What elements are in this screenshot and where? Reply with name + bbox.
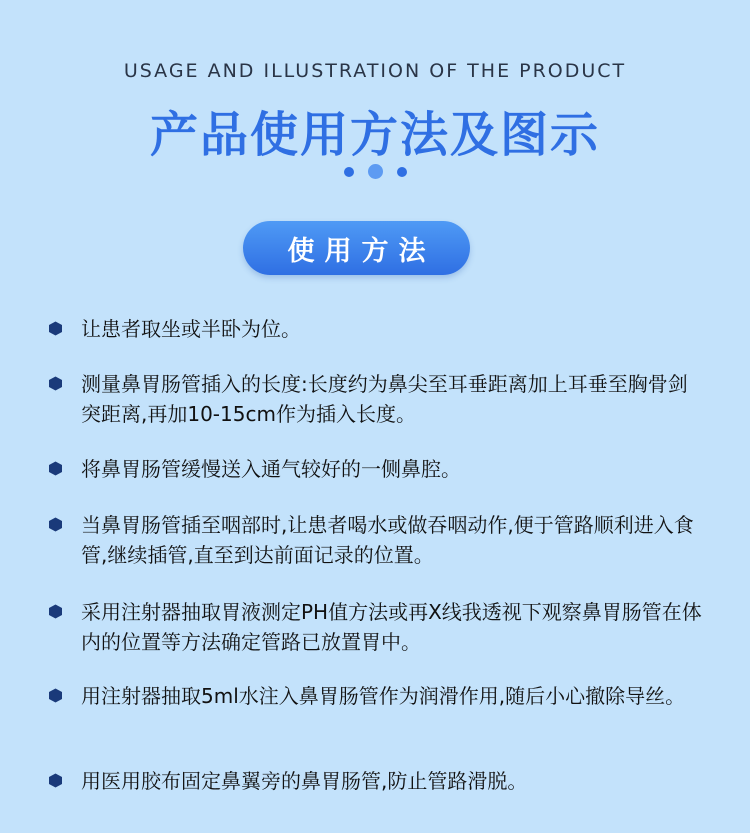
- dot-icon: [397, 167, 407, 177]
- hexagon-bullet-icon: [48, 461, 63, 476]
- hexagon-bullet-icon: [48, 604, 63, 619]
- section-heading-pill: 使用方法: [243, 221, 470, 275]
- list-item: [48, 510, 708, 570]
- list-item: [48, 597, 708, 657]
- step-text: 用医用胶布固定鼻翼旁的鼻胃肠管,防止管路滑脱。: [81, 769, 528, 793]
- page-title: 产品使用方法及图示: [149, 107, 600, 163]
- dot-icon: [344, 167, 354, 177]
- hexagon-bullet-icon: [48, 321, 63, 336]
- step-text: 当鼻胃肠管插至咽部时,让患者喝水或做吞咽动作,便于管路顺利进入食管,继续插管,直至到达前面记录的位置。: [81, 513, 694, 567]
- step-text: 测量鼻胃肠管插入的长度:长度约为鼻尖至耳垂距离加上耳垂至胸骨剑突距离,再加10-15cm作为插入长度。: [81, 372, 688, 426]
- step-text: 用注射器抽取5ml水注入鼻胃肠管作为润滑作用,随后小心撤除导丝。: [81, 684, 686, 708]
- step-text: 将鼻胃肠管缓慢送入通气较好的一侧鼻腔。: [81, 457, 461, 481]
- list-item: [48, 454, 708, 484]
- list-item: [48, 681, 708, 711]
- hexagon-bullet-icon: [48, 517, 63, 532]
- list-item: [48, 766, 708, 796]
- step-text: 采用注射器抽取胃液测定PH值方法或再X线我透视下观察鼻胃肠管在体内的位置等方法确定管路已放置胃中。: [81, 600, 702, 654]
- list-item: [48, 314, 708, 344]
- step-text: 让患者取坐或半卧为位。: [81, 317, 301, 341]
- english-subtitle: USAGE AND ILLUSTRATION OF THE PRODUCT: [123, 60, 627, 82]
- decorative-dots: [0, 164, 750, 179]
- dot-icon: [368, 164, 383, 179]
- hexagon-bullet-icon: [48, 688, 63, 703]
- hexagon-bullet-icon: [48, 773, 63, 788]
- list-item: [48, 369, 708, 429]
- hexagon-bullet-icon: [48, 376, 63, 391]
